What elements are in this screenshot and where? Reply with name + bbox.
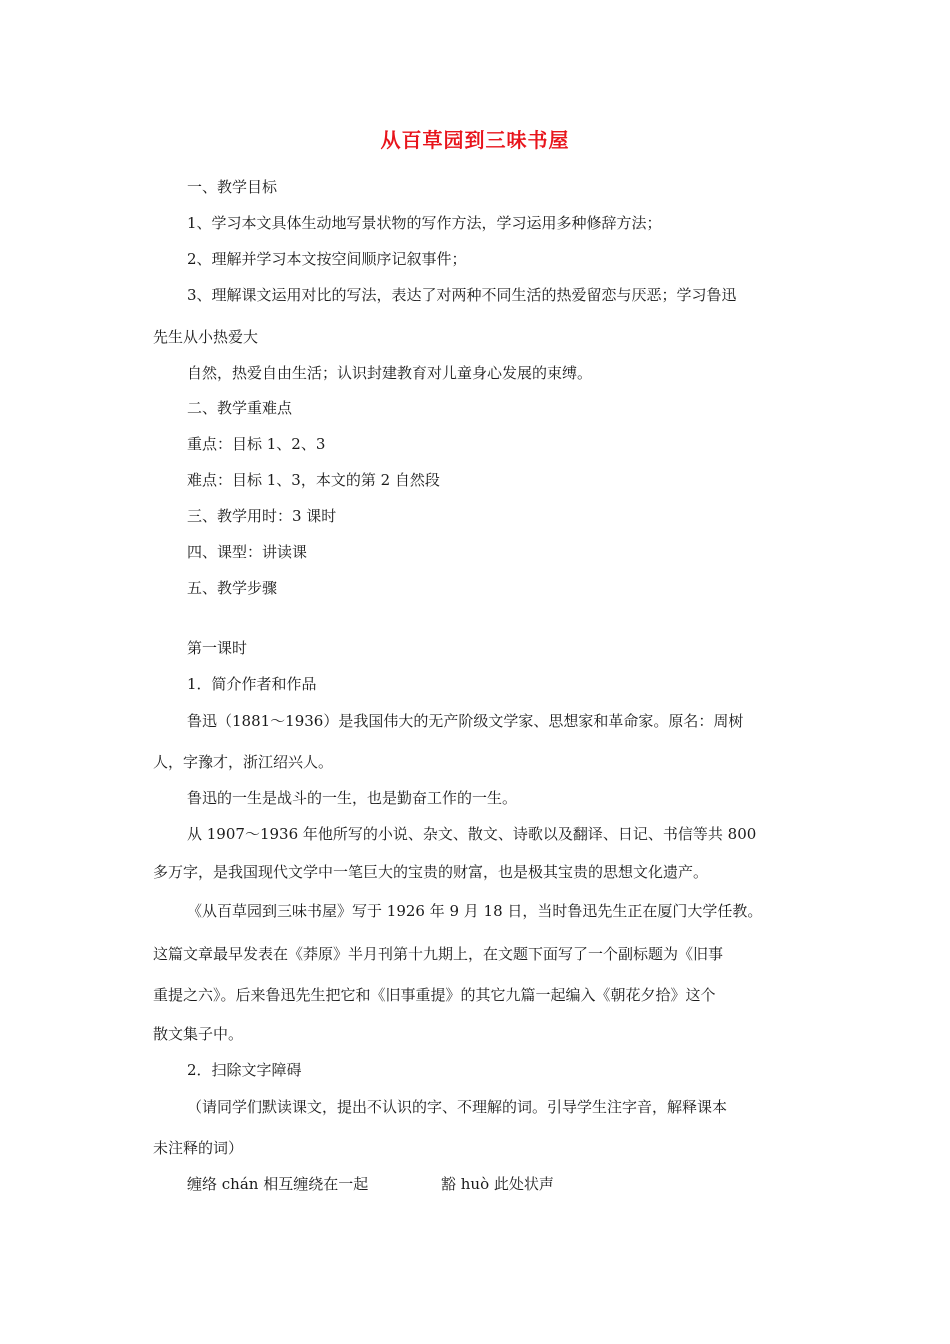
- vocab-item: 缠络 chán 相互缠绕在一起: [187, 1175, 369, 1193]
- paragraph-luxun-life: 鲁迅的一生是战斗的一生，也是勤奋工作的一生。: [187, 789, 518, 807]
- paragraph-works: 从 1907～1936 年他所写的小说、杂文、散文、诗歌以及翻译、日记、书信等共 800: [187, 825, 757, 843]
- paragraph-article: 《从百草园到三味书屋》写于 1926 年 9 月 18 日，当时鲁迅先生正在厦门大学任教。: [187, 902, 763, 920]
- paragraph-luxun-intro: 鲁迅（1881～1936）是我国伟大的无产阶级文学家、思想家和革命家。原名：周树: [187, 712, 744, 730]
- section-heading-steps: 五、教学步骤: [187, 579, 278, 597]
- section-heading-time: 三、教学用时：3 课时: [187, 507, 337, 525]
- section-heading-objectives: 一、教学目标: [187, 178, 278, 196]
- objective-3-cont: 先生从小热爱大: [153, 328, 259, 346]
- step-heading-author: 1．简介作者和作品: [187, 675, 317, 693]
- step-heading-vocabulary: 2．扫除文字障碍: [187, 1061, 302, 1079]
- section-heading-type: 四、课型：讲读课: [187, 543, 308, 561]
- lesson-heading-first: 第一课时: [187, 639, 248, 657]
- paragraph-works-cont: 多万字，是我国现代文学中一笔巨大的宝贵的财富，也是极其宝贵的思想文化遗产。: [153, 863, 709, 881]
- paragraph-article-cont3: 散文集子中。: [153, 1025, 244, 1043]
- section-heading-keypoints: 二、教学重难点: [187, 399, 293, 417]
- keypoint-focus: 重点：目标 1、2、3: [187, 435, 326, 453]
- objective-2: 2、理解并学习本文按空间顺序记叙事件；: [187, 250, 467, 268]
- document-title: 从百草园到三味书屋: [380, 128, 570, 152]
- objective-3: 3、理解课文运用对比的写法，表达了对两种不同生活的热爱留恋与厌恶；学习鲁迅: [187, 286, 737, 304]
- objective-1: 1、学习本文具体生动地写景状物的写作方法，学习运用多种修辞方法；: [187, 214, 662, 232]
- paragraph-instruction-cont: 未注释的词）: [153, 1139, 244, 1157]
- paragraph-article-cont2: 重提之六》。后来鲁迅先生把它和《旧事重提》的其它九篇一起编入《朝花夕拾》这个: [153, 986, 716, 1004]
- paragraph-luxun-intro-cont: 人，字豫才，浙江绍兴人。: [153, 753, 334, 771]
- paragraph-article-cont1: 这篇文章最早发表在《莽原》半月刊第十九期上，在文题下面写了一个副标题为《旧事: [153, 945, 724, 963]
- vocab-item: 豁 huò 此处状声: [441, 1175, 554, 1193]
- objective-3-cont2: 自然，热爱自由生活；认识封建教育对儿童身心发展的束缚。: [187, 364, 593, 382]
- paragraph-instruction: （请同学们默读课文，提出不认识的字、不理解的词。引导学生注字音，解释课本: [187, 1098, 728, 1116]
- keypoint-difficulty: 难点：目标 1、3，本文的第 2 自然段: [187, 471, 440, 489]
